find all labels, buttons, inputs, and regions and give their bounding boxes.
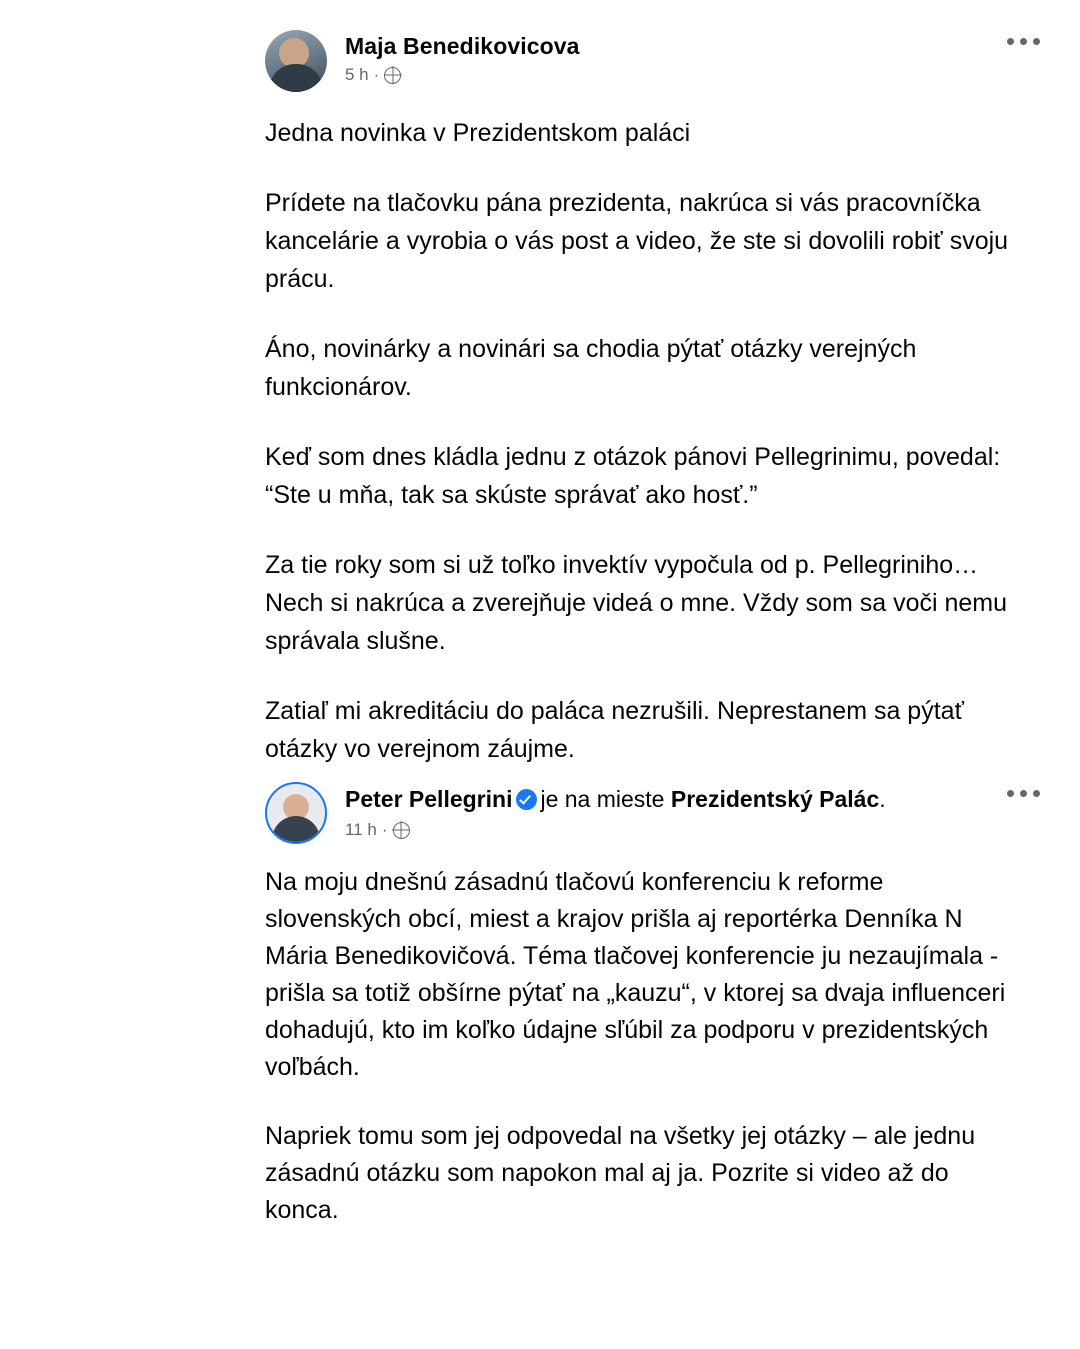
shared-post-text — [40, 864, 1040, 1229]
post-timestamp[interactable]: 5 h — [345, 65, 369, 84]
shared-post-author-name[interactable]: Peter Pellegrini — [345, 786, 513, 812]
globe-icon[interactable] — [384, 67, 401, 84]
shared-post — [40, 782, 1040, 1229]
shared-post-header — [40, 782, 1040, 844]
post-author-name[interactable]: Maja Benedikovicova — [345, 33, 580, 59]
post-paragraph: Jedna novinka v Prezidentskom paláci — [265, 119, 691, 147]
shared-post-header-text — [345, 782, 886, 840]
meta-separator: · — [373, 65, 380, 84]
shared-post-paragraph: Napriek tomu som jej odpovedal na všetky jej otázky – ale jednu zásadnú otázku som napokon mal aj ja. Pozrite si video až do konca. — [265, 1122, 976, 1224]
shared-post-paragraph: Na moju dnešnú zásadnú tlačovú konferenciu k reforme slovenských obcí, miest a krajov prišla aj reportérka Denníka N Mária Benedikovičová. Téma tlačovej konferencie ju nezaujímala - prišla sa totiž obšírne pýtať na „kauzu“, v ktorej sa dvaja influenceri dohadujú, kto im koľko údajne sľúbil za podporu v prezidentských voľbách. — [265, 868, 1006, 1081]
post-header-text — [345, 30, 580, 85]
shared-post-action-text: je na mieste — [540, 786, 665, 812]
shared-post-timestamp[interactable]: 11 h — [345, 820, 377, 839]
more-options-icon[interactable] — [1007, 38, 1040, 45]
post-paragraph: Keď som dnes kládla jednu z otázok pánovi Pellegrinimu, povedal: “Ste u mňa, tak sa skúste správať ako hosť.” — [265, 443, 1001, 509]
post-meta — [345, 65, 580, 85]
shared-post-meta — [345, 820, 886, 840]
verified-badge-icon — [516, 789, 537, 810]
meta-separator: · — [381, 820, 388, 839]
post-paragraph: Za tie roky som si už toľko invektív vypočula od p. Pellegriniho… Nech si nakrúca a zverejňuje videá o mne. Vždy som sa voči nemu správala slušne. — [265, 551, 1008, 655]
shared-post-place[interactable]: Prezidentský Palác — [670, 786, 880, 812]
post-header — [40, 30, 1040, 92]
post-text — [40, 114, 1040, 768]
post-paragraph: Áno, novinárky a novinári sa chodia pýtať otázky verejných funkcionárov. — [265, 335, 917, 401]
post-paragraph: Zatiaľ mi akreditáciu do paláca nezrušili. Neprestanem sa pýtať otázky vo verejnom záujme. — [265, 697, 964, 763]
avatar[interactable] — [265, 782, 327, 844]
post-paragraph: Prídete na tlačovku pána prezidenta, nakrúca si vás pracovníčka kancelárie a vyrobia o vás post a video, že ste si dovolili robiť svoju prácu. — [265, 189, 1009, 293]
more-options-icon[interactable] — [1007, 790, 1040, 797]
shared-post-place-suffix: . — [879, 786, 886, 812]
globe-icon[interactable] — [393, 822, 410, 839]
shared-post-author-line — [345, 784, 886, 815]
avatar[interactable] — [265, 30, 327, 92]
